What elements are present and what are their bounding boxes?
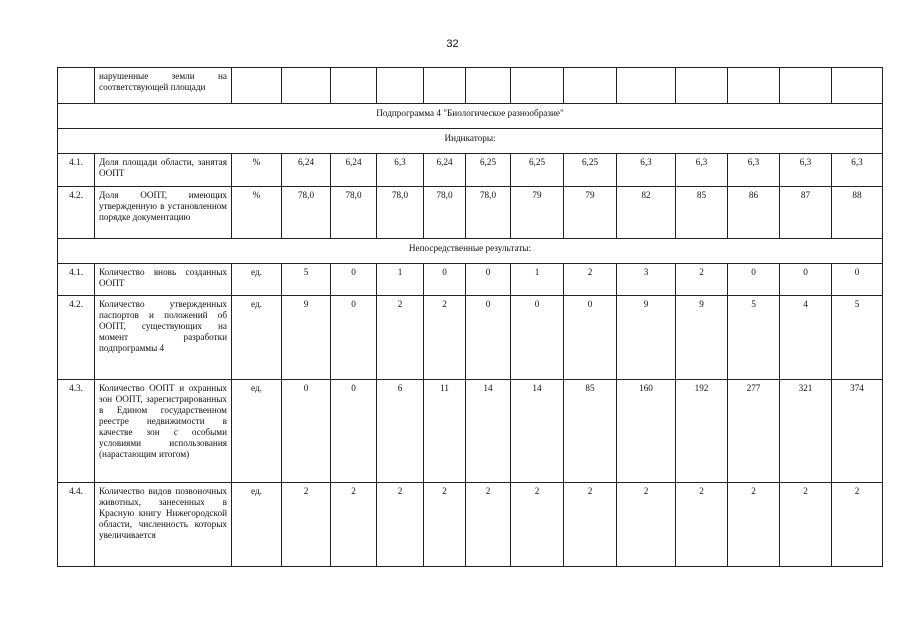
value-cell: 9 (676, 296, 728, 380)
value-cell: 82 (617, 187, 676, 239)
value-cell: 14 (511, 380, 564, 483)
value-cell: 321 (780, 380, 832, 483)
value-cell (331, 68, 377, 104)
value-cell: 374 (832, 380, 883, 483)
row-number: 4.3. (58, 380, 95, 483)
value-cell: 0 (331, 264, 377, 296)
value-cell (564, 68, 617, 104)
row-description: нарушенные земли на соответствующей площади (95, 68, 232, 104)
value-cell (282, 68, 331, 104)
row-number: 4.4. (58, 483, 95, 567)
value-cell: 0 (466, 296, 511, 380)
row-description: Количество вновь созданных ООПТ (95, 264, 232, 296)
table-row (58, 68, 883, 104)
value-cell: 2 (564, 483, 617, 567)
value-cell: 0 (331, 296, 377, 380)
value-cell (832, 68, 883, 104)
value-cell: 6,3 (617, 154, 676, 187)
value-cell: 2 (780, 483, 832, 567)
value-cell: 0 (511, 296, 564, 380)
value-cell: 5 (832, 296, 883, 380)
value-cell: 79 (511, 187, 564, 239)
table-row (58, 154, 883, 187)
value-cell (728, 68, 780, 104)
value-cell: 85 (676, 187, 728, 239)
value-cell (511, 68, 564, 104)
value-cell: 85 (564, 380, 617, 483)
value-cell (676, 68, 728, 104)
value-cell (466, 68, 511, 104)
value-cell: 86 (728, 187, 780, 239)
value-cell: 2 (466, 483, 511, 567)
value-cell: 6,25 (564, 154, 617, 187)
table-row (58, 187, 883, 239)
value-cell: 0 (424, 264, 466, 296)
value-cell: 78,0 (377, 187, 424, 239)
table-row (58, 483, 883, 567)
value-cell: 6,3 (832, 154, 883, 187)
value-cell: 1 (511, 264, 564, 296)
value-cell: 2 (564, 264, 617, 296)
section-title: Подпрограмма 4 "Биологическое разнообразие" (58, 104, 883, 129)
row-unit (232, 68, 282, 104)
row-unit: ед. (232, 296, 282, 380)
value-cell (424, 68, 466, 104)
value-cell: 2 (676, 264, 728, 296)
value-cell: 277 (728, 380, 780, 483)
value-cell: 6,24 (331, 154, 377, 187)
value-cell: 78,0 (282, 187, 331, 239)
value-cell: 2 (424, 483, 466, 567)
row-number: 4.2. (58, 187, 95, 239)
value-cell (617, 68, 676, 104)
value-cell: 6,25 (511, 154, 564, 187)
value-cell: 2 (676, 483, 728, 567)
section-row (58, 239, 883, 264)
value-cell: 1 (377, 264, 424, 296)
value-cell: 6,24 (424, 154, 466, 187)
value-cell: 6,3 (676, 154, 728, 187)
value-cell: 2 (377, 296, 424, 380)
section-title: Непосредственные результаты: (58, 239, 883, 264)
value-cell: 2 (832, 483, 883, 567)
value-cell: 5 (728, 296, 780, 380)
section-title: Индикаторы: (58, 129, 883, 154)
value-cell: 14 (466, 380, 511, 483)
row-number: 4.1. (58, 264, 95, 296)
value-cell: 2 (424, 296, 466, 380)
value-cell: 88 (832, 187, 883, 239)
row-description: Доля площади области, занятая ООПТ (95, 154, 232, 187)
value-cell: 4 (780, 296, 832, 380)
value-cell: 2 (331, 483, 377, 567)
section-row (58, 104, 883, 129)
row-number (58, 68, 95, 104)
value-cell: 9 (617, 296, 676, 380)
value-cell: 2 (617, 483, 676, 567)
table-row (58, 380, 883, 483)
value-cell: 2 (511, 483, 564, 567)
value-cell: 2 (377, 483, 424, 567)
value-cell: 9 (282, 296, 331, 380)
indicators-table (57, 67, 883, 567)
value-cell: 6,25 (466, 154, 511, 187)
value-cell: 160 (617, 380, 676, 483)
row-number: 4.1. (58, 154, 95, 187)
value-cell: 192 (676, 380, 728, 483)
value-cell: 11 (424, 380, 466, 483)
page-number: 32 (446, 38, 459, 50)
value-cell: 3 (617, 264, 676, 296)
value-cell: 6,3 (780, 154, 832, 187)
row-description: Количество ООПТ и охранных зон ООПТ, зарегистрированных в Едином государственном реестре недвижимости в качестве зон с особыми условиями использования (нарастающим итогом) (95, 380, 232, 483)
table-row (58, 296, 883, 380)
value-cell: 2 (282, 483, 331, 567)
value-cell: 6 (377, 380, 424, 483)
value-cell: 0 (331, 380, 377, 483)
row-description: Количество видов позвоночных животных, занесенных в Красную книгу Нижегородской области, численность которых увеличивается (95, 483, 232, 567)
row-description: Количество утвержденных паспортов и положений об ООПТ, существующих на момент разработки подпрограммы 4 (95, 296, 232, 380)
row-description: Доля ООПТ, имеющих утвержденную в установленном порядке документацию (95, 187, 232, 239)
value-cell: 6,3 (728, 154, 780, 187)
value-cell (377, 68, 424, 104)
row-unit: ед. (232, 380, 282, 483)
value-cell: 2 (728, 483, 780, 567)
row-unit: % (232, 187, 282, 239)
value-cell: 78,0 (331, 187, 377, 239)
value-cell: 79 (564, 187, 617, 239)
section-row (58, 129, 883, 154)
row-number: 4.2. (58, 296, 95, 380)
row-unit: ед. (232, 264, 282, 296)
value-cell: 0 (466, 264, 511, 296)
value-cell: 78,0 (424, 187, 466, 239)
value-cell: 6,24 (282, 154, 331, 187)
value-cell: 5 (282, 264, 331, 296)
value-cell: 0 (832, 264, 883, 296)
table-row (58, 264, 883, 296)
value-cell (780, 68, 832, 104)
value-cell: 0 (780, 264, 832, 296)
row-unit: % (232, 154, 282, 187)
value-cell: 0 (728, 264, 780, 296)
value-cell: 0 (564, 296, 617, 380)
value-cell: 78,0 (466, 187, 511, 239)
value-cell: 0 (282, 380, 331, 483)
value-cell: 87 (780, 187, 832, 239)
row-unit: ед. (232, 483, 282, 567)
value-cell: 6,3 (377, 154, 424, 187)
